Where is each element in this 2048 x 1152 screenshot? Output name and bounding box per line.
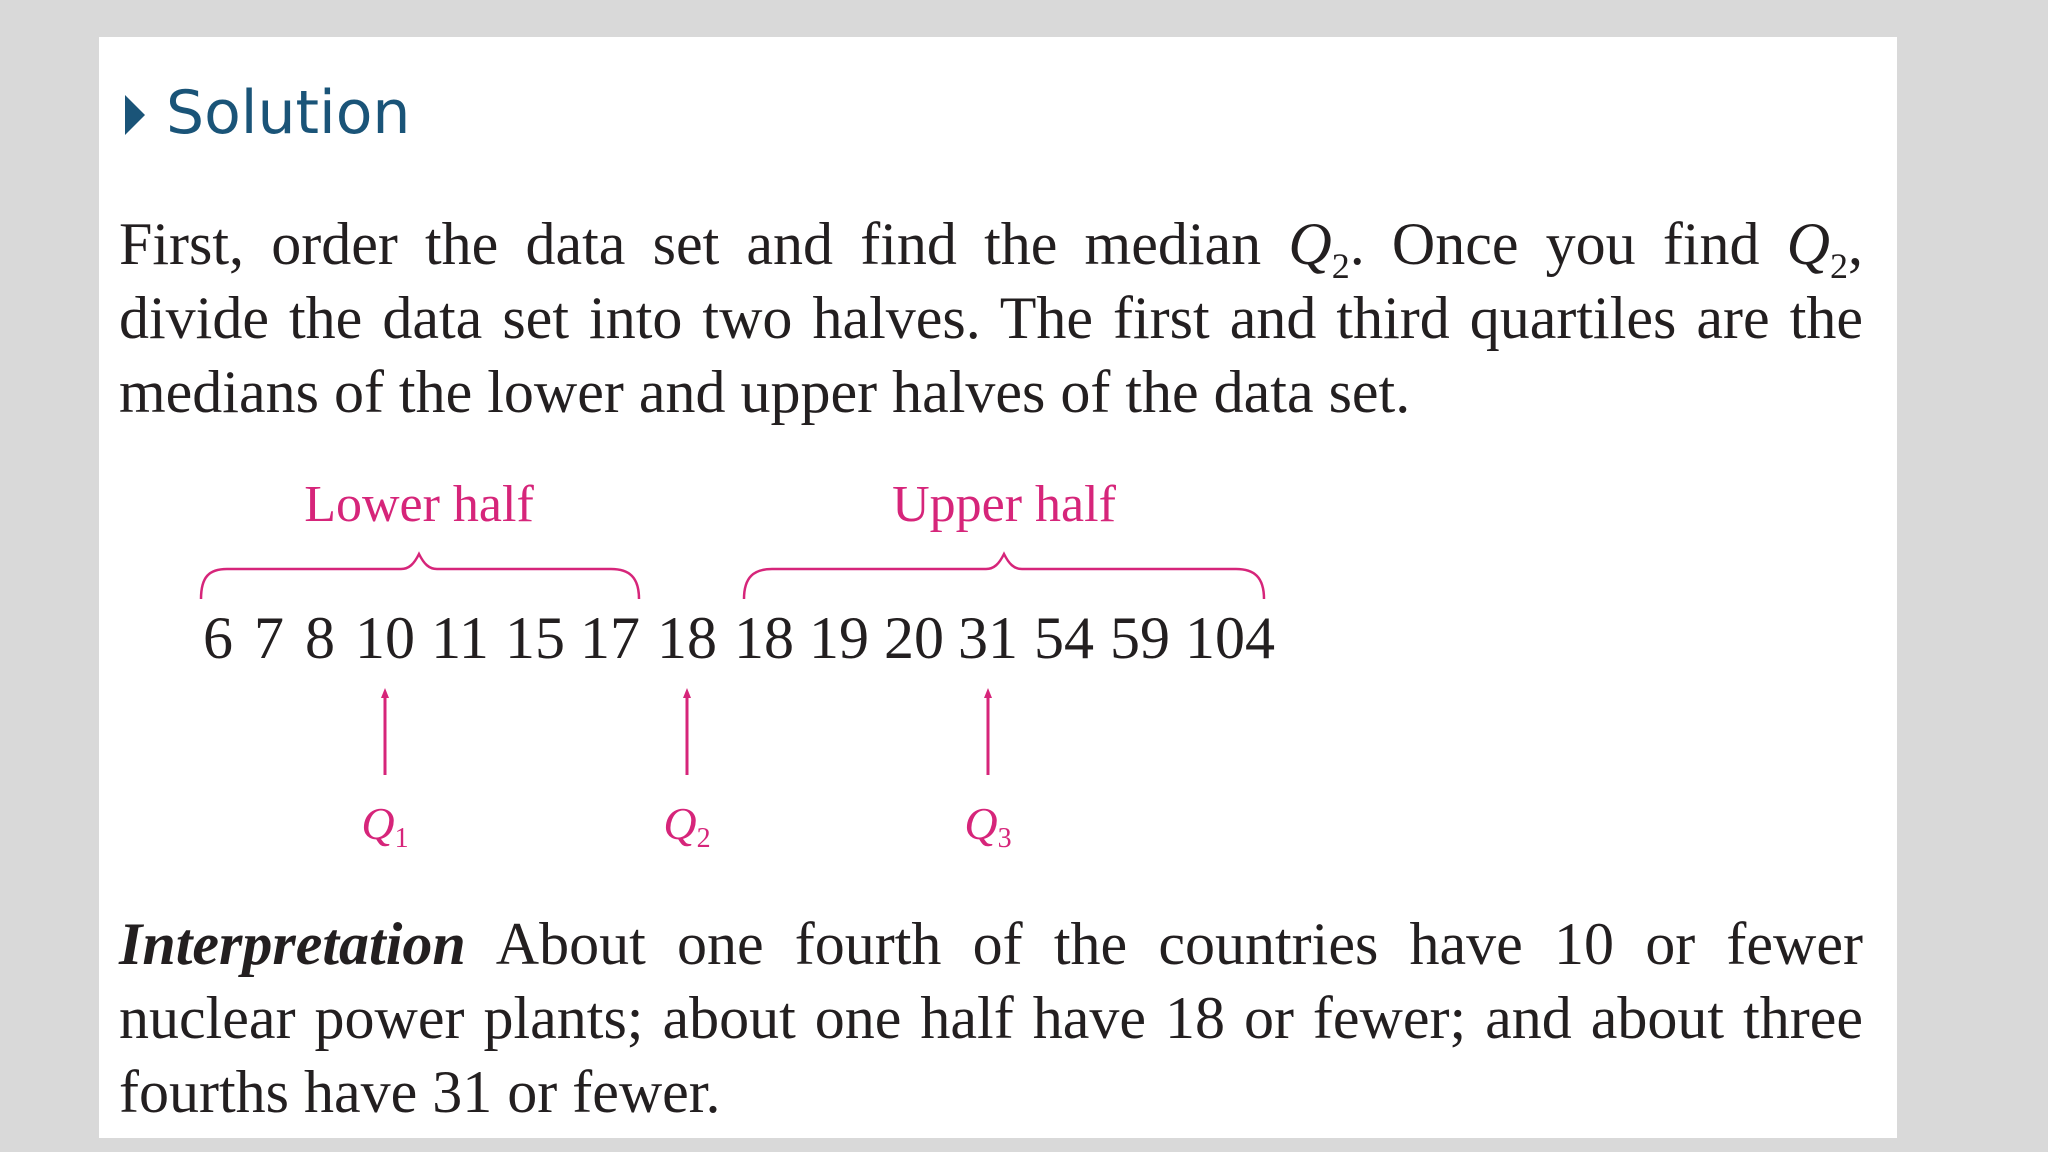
data-value: 59	[1110, 605, 1170, 671]
interpretation-paragraph	[119, 907, 1863, 1129]
intro-text-3: , divide the data set into two halves. The first and third quartiles are the medians of the lower and upper halves of the data set.	[119, 211, 1863, 425]
q2-label: Q2	[663, 798, 711, 854]
upper-half-brace	[744, 554, 1264, 599]
upper-half-label: Upper half	[892, 476, 1116, 533]
intro-text-2: . Once you find	[1349, 211, 1787, 277]
data-value: 20	[884, 605, 944, 671]
data-value: 15	[505, 605, 565, 671]
data-value: 8	[305, 605, 335, 671]
median-symbol: Q	[1288, 211, 1332, 277]
data-value: 31	[958, 605, 1018, 671]
q1-marker	[361, 697, 408, 854]
data-value: 6	[203, 605, 233, 671]
data-value: 11	[431, 605, 489, 671]
median-symbol: Q	[1786, 211, 1830, 277]
data-value: 18	[657, 605, 717, 671]
median-subscript: 2	[1830, 246, 1848, 286]
data-value: 19	[809, 605, 869, 671]
interpretation-text: About one fourth of the countries have 10 or fewer nuclear power plants; about one half have 18 or fewer; and about three fourths have 31 or fewer.	[119, 911, 1863, 1125]
textbook-page	[99, 37, 1897, 1138]
data-value: 10	[355, 605, 415, 671]
data-value: 18	[734, 605, 794, 671]
data-values-row	[203, 605, 1275, 671]
solution-title: Solution	[166, 78, 411, 148]
q2-marker	[663, 697, 710, 854]
data-value: 104	[1185, 605, 1275, 671]
q3-label: Q3	[964, 798, 1012, 854]
intro-text-1: First, order the data set and find the median	[119, 211, 1289, 277]
lower-half-brace	[201, 554, 639, 599]
quartile-diagram	[99, 37, 1897, 937]
q3-marker	[964, 697, 1011, 854]
data-value: 17	[580, 605, 640, 671]
lower-half-label: Lower half	[304, 476, 534, 533]
data-value: 54	[1034, 605, 1094, 671]
interpretation-label: Interpretation	[119, 911, 466, 977]
data-value: 7	[254, 605, 284, 671]
q1-label: Q1	[361, 798, 409, 854]
median-subscript: 2	[1331, 246, 1350, 286]
